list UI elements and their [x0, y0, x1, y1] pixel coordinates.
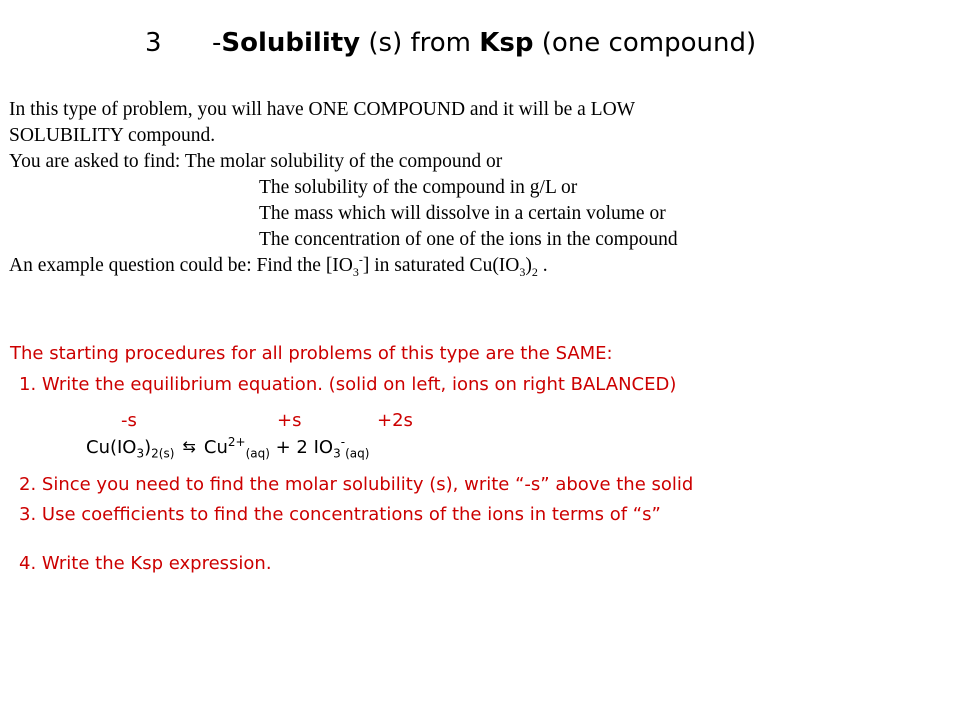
equilibrium-equation: $Cu(IO_3)_{2(s)}$ ⇆ $Cu^{2+}_{(aq)} + 2$ $IO_3^-_{(aq)}$	[86, 435, 370, 461]
solid-change-label: -s	[121, 410, 137, 431]
step-3: 3. Use coefficients to find the concentrations of the ions in terms of “s”	[19, 504, 661, 525]
intro-option: The mass which will dissolve in a certain volume or	[259, 203, 666, 224]
intro-text	[9, 97, 949, 279]
title-text: -Solubility (s) from Ksp (one compound)	[212, 28, 757, 58]
procedures-heading: The starting procedures for all problems of this type are the SAME:	[10, 343, 613, 364]
equilibrium-arrow-icon: ⇆	[182, 437, 196, 456]
intro-line: You are asked to find: The molar solubility of the compound or	[9, 151, 503, 172]
example-question: An example question could be: Find the $[IO_3^-]$ in saturated $Cu(IO_3)_2$ .	[9, 252, 548, 279]
step-2: 2. Since you need to find the molar solubility (s), write “-s” above the solid	[19, 474, 694, 495]
anion-change-label: +2s	[377, 410, 413, 431]
intro-line: In this type of problem, you will have ONE COMPOUND and it will be a LOW	[9, 99, 636, 120]
title-number: 3	[145, 28, 162, 58]
intro-line: SOLUBILITY compound.	[9, 125, 216, 146]
intro-option: The solubility of the compound in g/L or	[259, 177, 578, 198]
intro-option: The concentration of one of the ions in the compound	[259, 229, 678, 250]
cation-change-label: +s	[277, 410, 302, 431]
step-4: 4. Write the Ksp expression.	[19, 553, 272, 574]
step-1: 1. Write the equilibrium equation. (solid on left, ions on right BALANCED)	[19, 374, 677, 395]
